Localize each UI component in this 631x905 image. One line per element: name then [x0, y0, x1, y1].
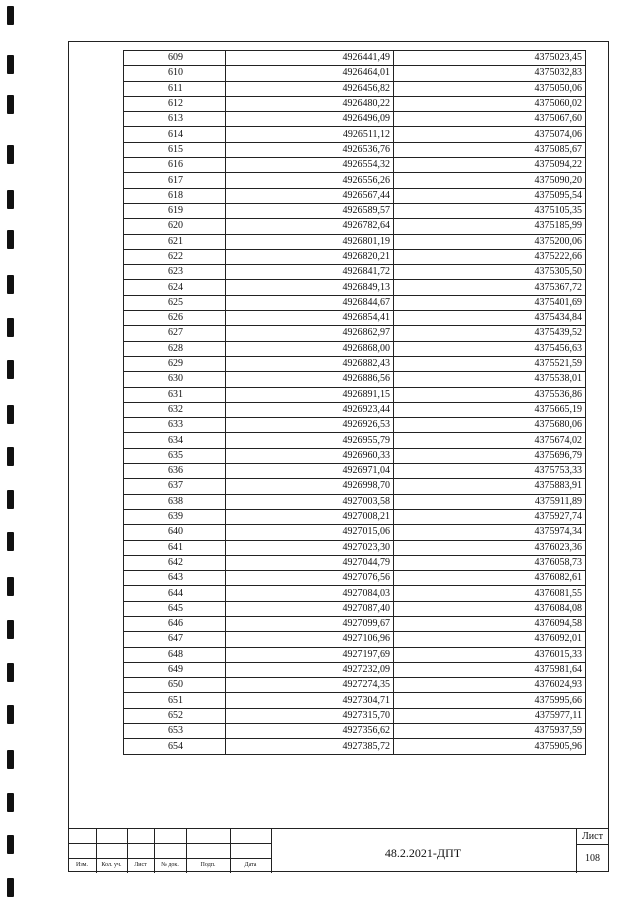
- coordinate-y: 4375095,54: [394, 188, 586, 203]
- point-number: 620: [124, 219, 226, 234]
- coordinates-table: [123, 50, 586, 755]
- point-number: 645: [124, 601, 226, 616]
- table-row: [124, 464, 586, 479]
- point-number: 639: [124, 509, 226, 524]
- point-number: 649: [124, 662, 226, 677]
- point-number: 632: [124, 402, 226, 417]
- point-number: 637: [124, 479, 226, 494]
- table-row: [124, 96, 586, 111]
- document-code: 48.2.2021-ДПТ: [384, 846, 462, 860]
- coordinate-y: 4376094,58: [394, 616, 586, 631]
- binding-mark: [7, 878, 14, 897]
- point-number: 611: [124, 81, 226, 96]
- coordinate-y: 4375536,86: [394, 387, 586, 402]
- table-row: [124, 280, 586, 295]
- point-number: 642: [124, 555, 226, 570]
- binding-mark: [7, 95, 14, 114]
- point-number: 634: [124, 433, 226, 448]
- binding-mark: [7, 532, 14, 551]
- table-row: [124, 81, 586, 96]
- coordinate-x: 4926891,15: [226, 387, 394, 402]
- coordinate-y: 4376084,08: [394, 601, 586, 616]
- coordinate-x: 4926567,44: [226, 188, 394, 203]
- coordinate-x: 4927232,09: [226, 662, 394, 677]
- coordinate-y: 4375367,72: [394, 280, 586, 295]
- coordinate-y: 4375680,06: [394, 418, 586, 433]
- point-number: 622: [124, 249, 226, 264]
- coordinate-y: 4375105,35: [394, 203, 586, 218]
- table-row: [124, 402, 586, 417]
- coordinate-y: 4375434,84: [394, 311, 586, 326]
- table-row: [124, 632, 586, 647]
- coordinate-x: 4927274,35: [226, 678, 394, 693]
- point-number: 617: [124, 173, 226, 188]
- table-row: [124, 265, 586, 280]
- table-row: [124, 51, 586, 66]
- table-row: [124, 540, 586, 555]
- table-row: [124, 647, 586, 662]
- coordinate-y: 4375911,89: [394, 494, 586, 509]
- binding-mark: [7, 360, 14, 379]
- table-row: [124, 555, 586, 570]
- point-number: 612: [124, 96, 226, 111]
- point-number: 614: [124, 127, 226, 142]
- coordinate-x: 4926511,12: [226, 127, 394, 142]
- table-row: [124, 387, 586, 402]
- caption-signature: Подп.: [200, 862, 216, 868]
- point-number: 652: [124, 708, 226, 723]
- coordinate-y: 4375222,66: [394, 249, 586, 264]
- caption-date: Дата: [244, 862, 257, 868]
- coordinate-x: 4926960,33: [226, 448, 394, 463]
- table-row: [124, 433, 586, 448]
- point-number: 621: [124, 234, 226, 249]
- point-number: 636: [124, 464, 226, 479]
- point-number: 651: [124, 693, 226, 708]
- point-number: 613: [124, 112, 226, 127]
- point-number: 618: [124, 188, 226, 203]
- coordinate-y: 4375200,06: [394, 234, 586, 249]
- binding-mark: [7, 793, 14, 812]
- table-row: [124, 509, 586, 524]
- coordinate-x: 4926886,56: [226, 372, 394, 387]
- coordinate-x: 4926782,64: [226, 219, 394, 234]
- coordinate-x: 4927315,70: [226, 708, 394, 723]
- coordinate-x: 4926441,49: [226, 51, 394, 66]
- table-row: [124, 525, 586, 540]
- table-row: [124, 448, 586, 463]
- table-row: [124, 112, 586, 127]
- table-row: [124, 708, 586, 723]
- coordinate-y: 4375665,19: [394, 402, 586, 417]
- coordinate-y: 4375074,06: [394, 127, 586, 142]
- table-row: [124, 234, 586, 249]
- point-number: 629: [124, 356, 226, 371]
- point-number: 627: [124, 326, 226, 341]
- coordinate-x: 4927304,71: [226, 693, 394, 708]
- coordinate-x: 4926496,09: [226, 112, 394, 127]
- coordinate-y: 4375974,34: [394, 525, 586, 540]
- point-number: 628: [124, 341, 226, 356]
- binding-mark: [7, 6, 14, 25]
- caption-doc-number: № док.: [161, 862, 179, 868]
- coordinate-x: 4927356,62: [226, 724, 394, 739]
- point-number: 653: [124, 724, 226, 739]
- binding-mark: [7, 405, 14, 424]
- table-row: [124, 739, 586, 754]
- point-number: 631: [124, 387, 226, 402]
- point-number: 610: [124, 66, 226, 81]
- table-row: [124, 142, 586, 157]
- table-row: [124, 295, 586, 310]
- coordinate-x: 4927044,79: [226, 555, 394, 570]
- coordinate-x: 4927197,69: [226, 647, 394, 662]
- coordinate-x: 4926862,97: [226, 326, 394, 341]
- coordinate-x: 4927099,67: [226, 616, 394, 631]
- table-row: [124, 326, 586, 341]
- coordinate-y: 4375401,69: [394, 295, 586, 310]
- table-row: [124, 66, 586, 81]
- coordinate-x: 4927023,30: [226, 540, 394, 555]
- table-row: [124, 203, 586, 218]
- binding-mark: [7, 230, 14, 249]
- coordinate-x: 4926926,53: [226, 418, 394, 433]
- coordinate-x: 4927385,72: [226, 739, 394, 754]
- binding-mark: [7, 663, 14, 682]
- coordinate-x: 4926456,82: [226, 81, 394, 96]
- coordinate-y: 4375094,22: [394, 158, 586, 173]
- sheet-label: Лист: [582, 831, 603, 842]
- sheet-number: 108: [585, 853, 600, 864]
- binding-mark: [7, 318, 14, 337]
- coordinate-y: 4376092,01: [394, 632, 586, 647]
- coordinate-x: 4926820,21: [226, 249, 394, 264]
- table-row: [124, 586, 586, 601]
- point-number: 654: [124, 739, 226, 754]
- coordinate-y: 4375090,20: [394, 173, 586, 188]
- table-row: [124, 372, 586, 387]
- binding-mark: [7, 835, 14, 854]
- coordinate-x: 4926801,19: [226, 234, 394, 249]
- coordinate-y: 4375927,74: [394, 509, 586, 524]
- table-row: [124, 311, 586, 326]
- coordinate-y: 4376024,93: [394, 678, 586, 693]
- point-number: 635: [124, 448, 226, 463]
- coordinate-x: 4926923,44: [226, 402, 394, 417]
- table-row: [124, 571, 586, 586]
- table-row: [124, 678, 586, 693]
- binding-mark: [7, 490, 14, 509]
- table-row: [124, 188, 586, 203]
- coordinate-x: 4927015,06: [226, 525, 394, 540]
- point-number: 615: [124, 142, 226, 157]
- binding-mark: [7, 620, 14, 639]
- binding-mark: [7, 145, 14, 164]
- coordinate-x: 4926464,01: [226, 66, 394, 81]
- coordinate-x: 4926854,41: [226, 311, 394, 326]
- table-row: [124, 356, 586, 371]
- table-row: [124, 724, 586, 739]
- coordinate-x: 4927003,58: [226, 494, 394, 509]
- point-number: 625: [124, 295, 226, 310]
- point-number: 647: [124, 632, 226, 647]
- table-row: [124, 616, 586, 631]
- coordinate-x: 4926554,32: [226, 158, 394, 173]
- coordinate-y: 4375883,91: [394, 479, 586, 494]
- coordinate-x: 4927076,56: [226, 571, 394, 586]
- coordinate-y: 4375023,45: [394, 51, 586, 66]
- caption-sheet: Лист: [134, 862, 147, 868]
- coordinate-x: 4927087,40: [226, 601, 394, 616]
- table-row: [124, 418, 586, 433]
- coordinate-x: 4926841,72: [226, 265, 394, 280]
- coordinate-y: 4375085,67: [394, 142, 586, 157]
- table-row: [124, 158, 586, 173]
- coordinate-y: 4375185,99: [394, 219, 586, 234]
- table-row: [124, 693, 586, 708]
- point-number: 643: [124, 571, 226, 586]
- coordinate-x: 4926882,43: [226, 356, 394, 371]
- table-row: [124, 662, 586, 677]
- coordinates-table-body: [124, 51, 586, 755]
- point-number: 650: [124, 678, 226, 693]
- table-row: [124, 173, 586, 188]
- coordinate-y: 4376023,36: [394, 540, 586, 555]
- coordinate-x: 4926998,70: [226, 479, 394, 494]
- coordinate-x: 4926971,04: [226, 464, 394, 479]
- coordinate-x: 4926536,76: [226, 142, 394, 157]
- coordinate-y: 4375456,63: [394, 341, 586, 356]
- coordinate-y: 4375032,83: [394, 66, 586, 81]
- caption-change: Изм.: [76, 862, 88, 868]
- caption-count: Кол. уч.: [101, 862, 122, 868]
- coordinate-y: 4375977,11: [394, 708, 586, 723]
- binding-mark: [7, 55, 14, 74]
- table-row: [124, 479, 586, 494]
- point-number: 623: [124, 265, 226, 280]
- point-number: 646: [124, 616, 226, 631]
- coordinate-y: 4375674,02: [394, 433, 586, 448]
- coordinate-x: 4926868,00: [226, 341, 394, 356]
- coordinate-x: 4926844,67: [226, 295, 394, 310]
- binding-mark: [7, 577, 14, 596]
- coordinate-x: 4926556,26: [226, 173, 394, 188]
- coordinate-y: 4375995,66: [394, 693, 586, 708]
- point-number: 630: [124, 372, 226, 387]
- binding-mark: [7, 750, 14, 769]
- title-block: [68, 828, 609, 872]
- binding-mark: [7, 275, 14, 294]
- point-number: 641: [124, 540, 226, 555]
- table-row: [124, 341, 586, 356]
- coordinate-y: 4375050,06: [394, 81, 586, 96]
- coordinate-y: 4376082,61: [394, 571, 586, 586]
- table-row: [124, 494, 586, 509]
- coordinate-y: 4375937,59: [394, 724, 586, 739]
- coordinate-x: 4926955,79: [226, 433, 394, 448]
- coordinate-y: 4375538,01: [394, 372, 586, 387]
- coordinate-y: 4375981,64: [394, 662, 586, 677]
- point-number: 626: [124, 311, 226, 326]
- coordinate-y: 4375439,52: [394, 326, 586, 341]
- coordinate-x: 4927084,03: [226, 586, 394, 601]
- coordinate-x: 4926480,22: [226, 96, 394, 111]
- point-number: 644: [124, 586, 226, 601]
- coordinate-x: 4926589,57: [226, 203, 394, 218]
- coordinate-y: 4376081,55: [394, 586, 586, 601]
- point-number: 640: [124, 525, 226, 540]
- table-row: [124, 249, 586, 264]
- binding-mark: [7, 190, 14, 209]
- coordinate-y: 4375060,02: [394, 96, 586, 111]
- coordinate-y: 4375696,79: [394, 448, 586, 463]
- point-number: 633: [124, 418, 226, 433]
- point-number: 609: [124, 51, 226, 66]
- coordinate-x: 4927008,21: [226, 509, 394, 524]
- table-row: [124, 601, 586, 616]
- coordinate-y: 4376058,73: [394, 555, 586, 570]
- coordinate-y: 4375521,59: [394, 356, 586, 371]
- coordinate-x: 4927106,96: [226, 632, 394, 647]
- binding-mark: [7, 705, 14, 724]
- point-number: 624: [124, 280, 226, 295]
- point-number: 616: [124, 158, 226, 173]
- table-row: [124, 219, 586, 234]
- point-number: 648: [124, 647, 226, 662]
- coordinate-y: 4375067,60: [394, 112, 586, 127]
- binding-mark: [7, 447, 14, 466]
- coordinate-x: 4926849,13: [226, 280, 394, 295]
- point-number: 638: [124, 494, 226, 509]
- coordinate-y: 4375753,33: [394, 464, 586, 479]
- coordinate-y: 4375305,50: [394, 265, 586, 280]
- coordinate-y: 4375905,96: [394, 739, 586, 754]
- table-row: [124, 127, 586, 142]
- coordinate-y: 4376015,33: [394, 647, 586, 662]
- point-number: 619: [124, 203, 226, 218]
